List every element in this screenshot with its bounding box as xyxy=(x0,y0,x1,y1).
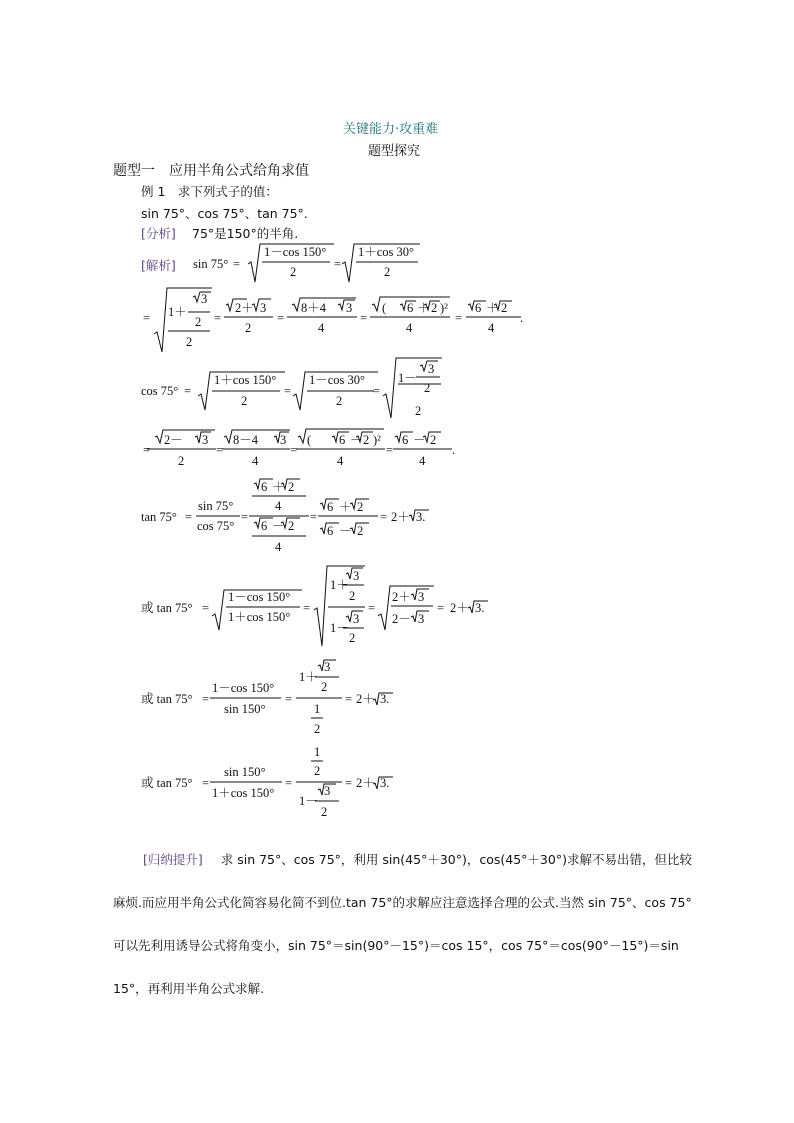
math-term: )² xyxy=(440,301,448,315)
math-denominator: 1＋cos 150° xyxy=(228,610,291,624)
math-term: ＋ xyxy=(272,480,285,494)
math-denominator: 2 xyxy=(290,265,297,279)
summary-text: 求 sin 75°、cos 75°，利用 sin(45°＋30°)，cos(45°＋30°)求解不易出错，但比较麻烦.而应用半角公式化简容易化简不到位.tan 75°的求解应注意选择合理的公式.当然 sin 75°、cos 75°可以先利用诱导公式将角变小，sin 75°＝sin(90°－15°)＝cos 15°，cos 75°＝cos(90°－15°)＝sin 15°，再利用半角公式求解. xyxy=(113,852,692,996)
math-term: cos 75° xyxy=(197,519,235,533)
math-term: 2 xyxy=(314,764,321,778)
math-term: 2＋ xyxy=(450,601,469,615)
math-eq: = xyxy=(345,692,353,706)
math-eq: = xyxy=(285,692,293,706)
math-eq: = xyxy=(185,510,193,524)
math-term: 3 xyxy=(353,569,360,583)
math-eq: = xyxy=(143,443,151,457)
math-term: 6 xyxy=(327,500,334,514)
math-term: 1＋ xyxy=(299,670,318,684)
math-eq: = xyxy=(310,510,318,524)
math-tan75-label: tan 75° xyxy=(141,510,177,524)
math-denominator: 1＋cos 150° xyxy=(212,786,275,800)
math-numerator: 1－cos 30° xyxy=(309,373,366,387)
math-term: － xyxy=(413,433,426,447)
math-term: 3. xyxy=(475,601,485,615)
math-eq: = xyxy=(368,601,376,615)
math-eq: = xyxy=(143,311,151,325)
math-term: 2 xyxy=(431,301,438,315)
math-term: 4 xyxy=(406,321,413,335)
page-title: 关键能力·攻重难 xyxy=(343,122,439,137)
math-term: ＋ xyxy=(417,301,430,315)
math-sin75-label: sin 75° xyxy=(193,257,229,271)
math-term: 1 xyxy=(314,702,321,716)
math-eq: = xyxy=(345,776,353,790)
math-term: － xyxy=(272,519,285,533)
math-term: 3. xyxy=(380,692,390,706)
math-term: 2 xyxy=(357,500,364,514)
math-term: 3 xyxy=(280,433,287,447)
math-term: 8＋4 xyxy=(301,301,327,315)
math-term: 1－ xyxy=(330,621,349,635)
math-term: 2 xyxy=(424,381,431,395)
math-term: 2 xyxy=(178,454,185,468)
math-term: 1－ xyxy=(299,794,318,808)
math-term: 3 xyxy=(353,612,360,626)
math-cos75-label: cos 75° xyxy=(141,384,179,398)
math-term: 2＋ xyxy=(356,692,375,706)
math-term: 3. xyxy=(380,776,390,790)
math-term: 2 xyxy=(186,335,193,349)
math-numerator: 1＋cos 150° xyxy=(214,373,277,387)
math-term: . xyxy=(452,443,456,457)
math-term: 6 xyxy=(261,480,268,494)
math-eq: = xyxy=(277,311,285,325)
math-term: 4 xyxy=(318,321,325,335)
example-items: sin 75°、cos 75°、tan 75°. xyxy=(141,206,308,221)
math-denominator: 2 xyxy=(336,394,343,408)
example-label: 例 1 求下列式子的值： xyxy=(141,184,278,199)
math-term: ( xyxy=(382,301,387,315)
math-term: 3 xyxy=(202,433,209,447)
math-eq: = xyxy=(290,443,298,457)
math-term: 6 xyxy=(339,433,346,447)
math-term: 2 xyxy=(314,722,321,736)
math-eq: = xyxy=(437,601,445,615)
math-term: 3 xyxy=(260,301,267,315)
math-term: 3 xyxy=(201,292,208,306)
summary-paragraph xyxy=(113,838,695,1010)
math-term: 2 xyxy=(195,315,202,329)
page-subtitle: 题型探究 xyxy=(368,144,421,159)
math-term: 6 xyxy=(402,433,409,447)
math-term: 4 xyxy=(275,499,282,513)
math-eq: = xyxy=(214,311,222,325)
math-term: 2＋ xyxy=(235,301,254,315)
math-numerator: 1－cos 150° xyxy=(228,590,291,604)
math-term: 4 xyxy=(488,321,495,335)
math-term: ＋ xyxy=(339,500,352,514)
math-term: 2－ xyxy=(164,433,183,447)
math-term: 2 xyxy=(501,301,508,315)
math-eq: = xyxy=(360,311,368,325)
math-term: 2 xyxy=(288,519,295,533)
math-term: 4 xyxy=(252,454,259,468)
math-or-tan75-label: 或 tan 75° xyxy=(141,776,193,790)
math-numerator: sin 150° xyxy=(224,765,266,779)
math-term: sin 75° xyxy=(198,499,234,513)
math-term: 4 xyxy=(419,454,426,468)
summary-tag: [归纳提升] xyxy=(143,852,203,867)
math-term: 2 xyxy=(349,631,356,645)
math-denominator: 2 xyxy=(241,394,248,408)
math-term: 3 xyxy=(346,301,353,315)
math-numerator: 1－cos 150° xyxy=(264,245,327,259)
math-eq: = xyxy=(380,510,388,524)
math-term: 8－4 xyxy=(233,433,259,447)
math-eq: = xyxy=(184,384,192,398)
math-eq: = xyxy=(303,601,311,615)
math-eq: = xyxy=(202,692,210,706)
section-heading: 题型一 应用半角公式给角求值 xyxy=(113,163,309,179)
math-term: 2 xyxy=(288,480,295,494)
math-term: 1＋ xyxy=(168,305,187,319)
math-term: 3 xyxy=(324,784,331,798)
math-term: ＋ xyxy=(486,301,499,315)
math-numerator: 1－cos 150° xyxy=(212,681,275,695)
analysis-text: 75°是150°的半角. xyxy=(192,226,299,241)
math-term: 6 xyxy=(327,524,334,538)
math-eq: = xyxy=(455,311,463,325)
math-eq: = xyxy=(233,257,241,271)
math-denominator: sin 150° xyxy=(224,702,266,716)
math-term: 2 xyxy=(363,433,370,447)
math-numerator: 1＋cos 30° xyxy=(358,245,415,259)
math-term: 1 xyxy=(314,745,321,759)
math-term: 2 xyxy=(349,589,356,603)
math-term: 3 xyxy=(428,362,435,376)
math-term: 1－ xyxy=(398,371,417,385)
math-term: . xyxy=(520,311,524,325)
math-term: ( xyxy=(307,433,312,447)
math-term: 4 xyxy=(275,540,282,554)
math-denominator: 2 xyxy=(384,265,391,279)
math-eq: = xyxy=(202,601,210,615)
math-term: 2＋ xyxy=(391,510,410,524)
math-term: 6 xyxy=(261,519,268,533)
math-term: 4 xyxy=(337,454,344,468)
math-term: 3 xyxy=(418,612,425,626)
math-term: 2 xyxy=(321,680,328,694)
math-term: 3. xyxy=(416,510,426,524)
math-or-tan75-label: 或 tan 75° xyxy=(141,692,193,706)
math-term: 2＋ xyxy=(356,776,375,790)
math-term: － xyxy=(339,524,352,538)
math-term: 3 xyxy=(324,660,331,674)
math-eq: = xyxy=(216,443,224,457)
math-eq: = xyxy=(202,776,210,790)
math-eq: = xyxy=(334,257,342,271)
math-term: 6 xyxy=(475,301,482,315)
math-eq: = xyxy=(284,384,292,398)
math-eq: = xyxy=(373,384,381,398)
math-eq: = xyxy=(386,443,394,457)
math-term: 2 xyxy=(415,404,422,418)
solution-tag: [解析] xyxy=(141,258,176,273)
math-term: 3 xyxy=(418,590,425,604)
math-term: 2 xyxy=(430,433,437,447)
math-term: 1＋ xyxy=(330,578,349,592)
math-term: 6 xyxy=(407,301,414,315)
math-term: 2 xyxy=(357,524,364,538)
math-term: － xyxy=(350,433,363,447)
math-term: 2 xyxy=(245,321,252,335)
math-eq: = xyxy=(285,776,293,790)
math-term: 2－ xyxy=(392,612,411,626)
analysis-tag: [分析] xyxy=(141,226,176,241)
math-term: )² xyxy=(373,433,381,447)
math-term: 2＋ xyxy=(392,590,411,604)
math-or-tan75-label: 或 tan 75° xyxy=(141,601,193,615)
math-eq: = xyxy=(241,510,249,524)
math-term: 2 xyxy=(321,805,328,819)
